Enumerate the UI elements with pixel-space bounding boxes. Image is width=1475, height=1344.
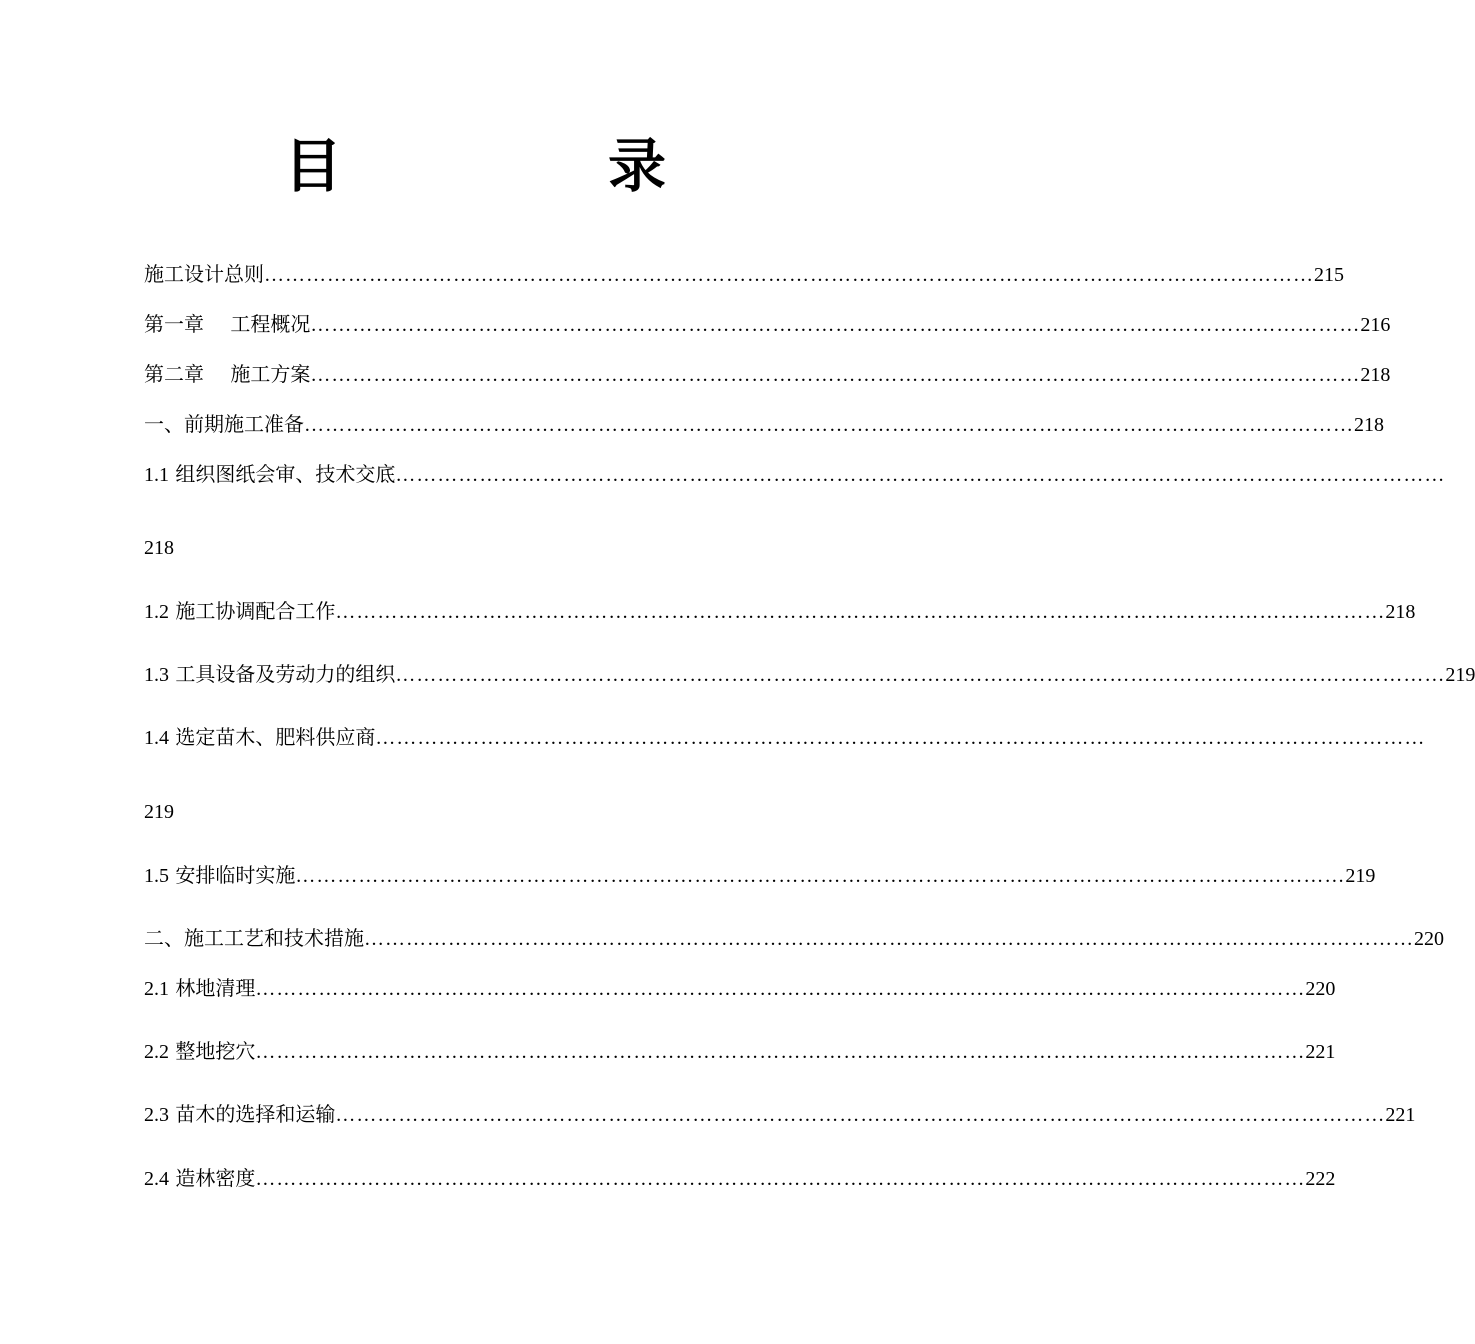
- dot-leader: ……………………………………………………………………………………………………………………………………: [395, 464, 1446, 486]
- toc-page-number: 218: [1385, 601, 1416, 623]
- toc-section-number: 1.2: [144, 601, 169, 623]
- toc-entry-text: [144, 1100, 335, 1129]
- toc-section-number: 1.5: [144, 865, 169, 887]
- toc-page-number: 219: [1345, 865, 1376, 887]
- toc-entry-text: [144, 723, 375, 752]
- toc-entry-text: [144, 597, 335, 626]
- dot-leader: ……………………………………………………………………………………………………………………………………: [395, 664, 1446, 686]
- toc-section-title: 造林密度: [175, 1166, 256, 1190]
- toc-section-title: 施工协调配合工作: [175, 599, 336, 623]
- dot-leader: ……………………………………………………………………………………………………………………………………: [335, 1104, 1386, 1126]
- toc-section-number: 2.2: [144, 1041, 169, 1063]
- toc-section-title: 选定苗木、肥料供应商: [175, 725, 376, 749]
- toc-page-number: 220: [1414, 928, 1444, 950]
- toc-entry[interactable]: [144, 660, 1475, 688]
- toc-entry[interactable]: [144, 924, 1444, 952]
- dot-leader: ……………………………………………………………………………………………………………………………………: [375, 727, 1426, 749]
- toc-entry[interactable]: [144, 310, 1391, 338]
- toc-section-title: 苗木的选择和运输: [175, 1102, 336, 1126]
- toc-section-number: 1.3: [144, 664, 169, 686]
- toc-entry-text: [144, 861, 295, 890]
- toc-page-number: 218: [144, 537, 174, 559]
- toc-entry-text: 第一章 工程概况: [144, 312, 311, 336]
- toc-entry[interactable]: [144, 861, 1376, 889]
- dot-leader: ……………………………………………………………………………………………………………………………………: [310, 314, 1361, 336]
- toc-page-number: 220: [1305, 978, 1336, 1000]
- toc-entry-text: [144, 974, 255, 1003]
- dot-leader: ……………………………………………………………………………………………………………………………………: [255, 978, 1306, 1000]
- toc-page-number: 218: [1360, 364, 1391, 386]
- toc-section-number: 1.4: [144, 727, 169, 749]
- toc-section-title: 工具设备及劳动力的组织: [175, 662, 396, 686]
- toc-section-number: 1.1: [144, 464, 169, 486]
- toc-entry-text: [144, 460, 395, 489]
- dot-leader: ……………………………………………………………………………………………………………………………………: [264, 264, 1314, 286]
- toc-entry[interactable]: [144, 597, 1416, 625]
- dot-leader: ……………………………………………………………………………………………………………………………………: [255, 1168, 1306, 1190]
- toc-entry[interactable]: [144, 1100, 1416, 1128]
- toc-entry[interactable]: [144, 260, 1344, 288]
- dot-leader: ……………………………………………………………………………………………………………………………………: [310, 364, 1361, 386]
- toc-page-number: 221: [1385, 1104, 1416, 1126]
- toc-page-number: 221: [1305, 1041, 1336, 1063]
- dot-leader: ……………………………………………………………………………………………………………………………………: [304, 414, 1354, 436]
- toc-page-number: 215: [1314, 264, 1344, 286]
- toc-section-number: 2.4: [144, 1168, 169, 1190]
- toc-section-title: 林地清理: [175, 976, 256, 1000]
- toc-entry[interactable]: [144, 1164, 1336, 1192]
- dot-leader: ……………………………………………………………………………………………………………………………………: [364, 928, 1414, 950]
- toc-entry[interactable]: [144, 360, 1391, 388]
- toc-page-number: 216: [1360, 314, 1391, 336]
- toc-entry[interactable]: [144, 1037, 1336, 1065]
- toc-entry-text: 二、施工工艺和技术措施: [144, 926, 364, 950]
- toc-section-title: 安排临时实施: [175, 863, 296, 887]
- toc-page-number: 218: [1354, 414, 1384, 436]
- toc-entry[interactable]: [144, 723, 1426, 751]
- toc-entry-text: 一、前期施工准备: [144, 412, 304, 436]
- toc-section-number: 2.1: [144, 978, 169, 1000]
- dot-leader: ……………………………………………………………………………………………………………………………………: [295, 865, 1346, 887]
- toc-page-number: 219: [144, 801, 174, 823]
- toc-entry[interactable]: [144, 974, 1336, 1002]
- toc-page-number: 222: [1305, 1168, 1336, 1190]
- toc-entry-text: [144, 660, 395, 689]
- toc-entry[interactable]: [144, 410, 1384, 438]
- toc-section-number: 2.3: [144, 1104, 169, 1126]
- toc-section-title: 组织图纸会审、技术交底: [175, 462, 396, 486]
- toc-entry[interactable]: [144, 460, 1446, 488]
- dot-leader: ……………………………………………………………………………………………………………………………………: [335, 601, 1386, 623]
- toc-entry-text: 第二章 施工方案: [144, 362, 311, 386]
- page-title: 目 录: [283, 132, 770, 200]
- dot-leader: ……………………………………………………………………………………………………………………………………: [255, 1041, 1306, 1063]
- toc-section-title: 整地挖穴: [175, 1039, 256, 1063]
- toc-entry-text: [144, 1164, 255, 1193]
- toc-entry-text: [144, 1037, 255, 1066]
- toc-entry-text: 施工设计总则: [144, 262, 264, 286]
- toc-page-number: 219: [1445, 664, 1475, 686]
